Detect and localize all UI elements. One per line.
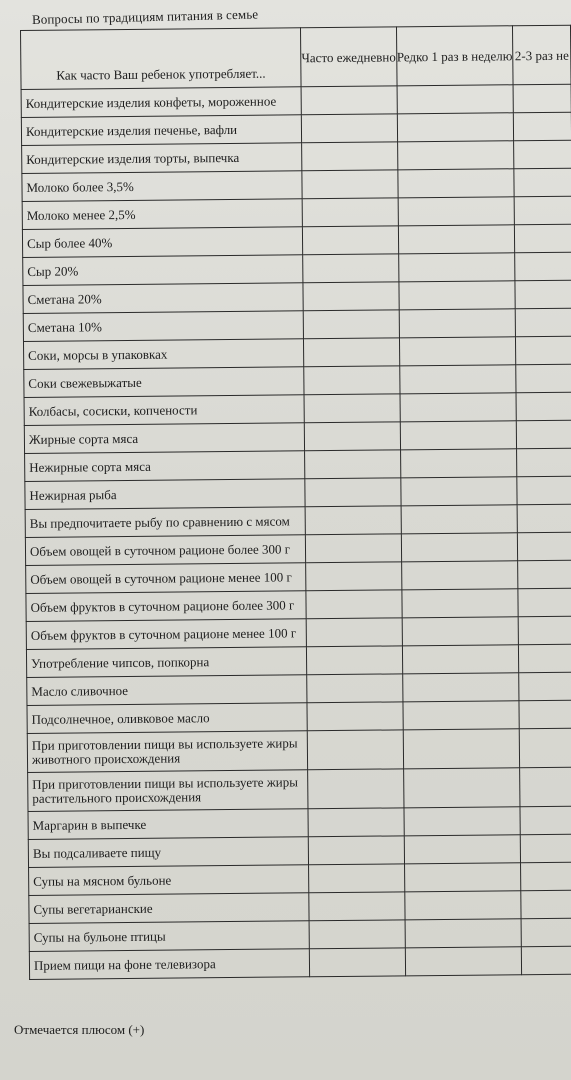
question-cell: Супы на мясном бульоне — [29, 865, 309, 896]
answer-cell-often-daily[interactable] — [307, 674, 403, 703]
answer-cell-rarely-weekly[interactable] — [397, 113, 514, 142]
question-cell: Молоко более 3,5% — [22, 171, 302, 202]
answer-cell-2-3-times[interactable] — [516, 364, 571, 393]
question-cell: Объем овощей в суточном рационе менее 100 г — [26, 563, 306, 594]
column-header-rarely-weekly: Редко 1 раз в неделю — [396, 26, 513, 86]
answer-cell-rarely-weekly[interactable] — [401, 533, 518, 562]
answer-cell-rarely-weekly[interactable] — [397, 141, 514, 170]
answer-cell-rarely-weekly[interactable] — [402, 645, 519, 674]
answer-cell-often-daily[interactable] — [304, 422, 400, 451]
question-column-header: Как часто Ваш ребенок употребляет... — [21, 28, 302, 90]
answer-cell-2-3-times[interactable] — [515, 308, 571, 337]
answer-cell-rarely-weekly[interactable] — [397, 169, 514, 198]
answer-cell-2-3-times[interactable] — [519, 728, 571, 768]
answer-cell-rarely-weekly[interactable] — [403, 729, 520, 769]
question-cell: Сметана 10% — [23, 311, 303, 342]
answer-cell-often-daily[interactable] — [304, 338, 400, 367]
question-cell: Сыр 20% — [23, 255, 303, 286]
table-row — [28, 767, 571, 811]
answer-cell-2-3-times[interactable] — [517, 448, 571, 477]
answer-cell-rarely-weekly[interactable] — [401, 505, 518, 534]
answer-cell-often-daily[interactable] — [301, 114, 397, 143]
answer-cell-2-3-times[interactable] — [515, 252, 571, 281]
answer-cell-rarely-weekly[interactable] — [400, 421, 517, 450]
answer-cell-often-daily[interactable] — [309, 920, 405, 949]
answer-cell-2-3-times[interactable] — [515, 224, 571, 253]
answer-cell-rarely-weekly[interactable] — [399, 309, 516, 338]
answer-cell-often-daily[interactable] — [303, 282, 399, 311]
answer-cell-2-3-times[interactable] — [520, 767, 571, 807]
answer-cell-often-daily[interactable] — [302, 170, 398, 199]
answer-cell-rarely-weekly[interactable] — [405, 947, 522, 976]
survey-table — [20, 25, 571, 980]
answer-cell-rarely-weekly[interactable] — [402, 701, 519, 730]
answer-cell-often-daily[interactable] — [306, 618, 402, 647]
question-cell: Нежирные сорта мяса — [25, 451, 305, 482]
answer-cell-often-daily[interactable] — [306, 562, 402, 591]
answer-cell-2-3-times[interactable] — [513, 84, 571, 113]
question-cell: Объем фруктов в суточном рационе более 300 г — [26, 591, 306, 622]
answer-cell-2-3-times[interactable] — [517, 476, 571, 505]
answer-cell-rarely-weekly[interactable] — [400, 477, 517, 506]
table-header-row — [21, 25, 571, 89]
question-cell: Молоко менее 2,5% — [22, 199, 302, 230]
answer-cell-2-3-times[interactable] — [516, 420, 571, 449]
question-cell: Кондитерские изделия торты, выпечка — [22, 143, 302, 174]
answer-cell-often-daily[interactable] — [303, 226, 399, 255]
answer-cell-often-daily[interactable] — [308, 808, 404, 837]
answer-cell-often-daily[interactable] — [305, 478, 401, 507]
question-cell: Масло сливочное — [27, 675, 307, 706]
page-title: Вопросы по традициям питания в семье — [31, 6, 259, 27]
answer-cell-rarely-weekly[interactable] — [399, 337, 516, 366]
answer-cell-often-daily[interactable] — [308, 769, 404, 809]
answer-cell-2-3-times[interactable] — [517, 504, 571, 533]
answer-cell-often-daily[interactable] — [309, 892, 405, 921]
answer-cell-rarely-weekly[interactable] — [398, 197, 515, 226]
answer-cell-2-3-times[interactable] — [516, 392, 571, 421]
question-cell: Вы подсаливаете пищу — [28, 837, 308, 868]
answer-cell-often-daily[interactable] — [305, 450, 401, 479]
answer-cell-rarely-weekly[interactable] — [402, 673, 519, 702]
answer-cell-2-3-times[interactable] — [519, 700, 571, 729]
answer-cell-rarely-weekly[interactable] — [398, 281, 515, 310]
answer-cell-often-daily[interactable] — [309, 864, 405, 893]
column-header-often-daily: Часто ежедневно — [301, 27, 397, 87]
answer-cell-often-daily[interactable] — [307, 646, 403, 675]
answer-cell-2-3-times[interactable] — [521, 918, 571, 947]
answer-cell-2-3-times[interactable] — [514, 140, 571, 169]
question-cell: Нежирная рыба — [25, 479, 305, 510]
question-cell: Объем фруктов в суточном рационе менее 100 г — [26, 619, 306, 650]
question-cell: Употребление чипсов, попкорна — [26, 647, 306, 678]
answer-cell-rarely-weekly[interactable] — [404, 891, 521, 920]
answer-cell-2-3-times[interactable] — [519, 644, 571, 673]
answer-cell-rarely-weekly[interactable] — [404, 835, 521, 864]
answer-cell-rarely-weekly[interactable] — [402, 617, 519, 646]
answer-cell-often-daily[interactable] — [304, 366, 400, 395]
column-header-2-3-times: 2-3 раз не — [513, 25, 571, 85]
answer-cell-often-daily[interactable] — [303, 254, 399, 283]
question-cell: При приготовлении пищи вы используете жиры растительного происхождения — [28, 770, 309, 812]
question-cell: Жирные сорта мяса — [24, 423, 304, 454]
answer-cell-2-3-times[interactable] — [519, 672, 571, 701]
answer-cell-often-daily[interactable] — [305, 534, 401, 563]
answer-cell-2-3-times[interactable] — [518, 616, 571, 645]
answer-cell-rarely-weekly[interactable] — [401, 589, 518, 618]
answer-cell-often-daily[interactable] — [309, 948, 405, 977]
answer-cell-rarely-weekly[interactable] — [397, 85, 514, 114]
survey-table-body — [21, 84, 571, 979]
answer-cell-2-3-times[interactable] — [521, 890, 571, 919]
question-cell: Супы вегетарианские — [29, 893, 309, 924]
answer-cell-rarely-weekly[interactable] — [405, 919, 522, 948]
answer-cell-2-3-times[interactable] — [515, 280, 571, 309]
answer-cell-rarely-weekly[interactable] — [400, 393, 517, 422]
answer-cell-rarely-weekly[interactable] — [398, 253, 515, 282]
answer-cell-2-3-times[interactable] — [517, 532, 571, 561]
question-cell: Соки, морсы в упаковках — [23, 339, 303, 370]
answer-cell-often-daily[interactable] — [303, 310, 399, 339]
answer-cell-2-3-times[interactable] — [520, 834, 571, 863]
answer-cell-often-daily[interactable] — [304, 394, 400, 423]
answer-cell-rarely-weekly[interactable] — [404, 863, 521, 892]
answer-cell-often-daily[interactable] — [305, 506, 401, 535]
question-cell: Маргарин в выпечке — [28, 809, 308, 840]
answer-cell-rarely-weekly[interactable] — [400, 449, 517, 478]
question-cell: Кондитерские изделия конфеты, мороженное — [21, 87, 301, 118]
question-cell: Сметана 20% — [23, 283, 303, 314]
question-cell: Соки свежевыжатые — [24, 367, 304, 398]
answer-cell-rarely-weekly[interactable] — [399, 365, 516, 394]
answer-cell-often-daily[interactable] — [308, 836, 404, 865]
answer-cell-2-3-times[interactable] — [518, 588, 571, 617]
answer-cell-2-3-times[interactable] — [514, 168, 571, 197]
table-row — [27, 728, 571, 772]
answer-cell-2-3-times[interactable] — [516, 336, 571, 365]
question-cell: Кондитерские изделия печенье, вафли — [21, 115, 301, 146]
question-cell: Объем овощей в суточном рационе более 300 г — [25, 535, 305, 566]
table-row — [29, 946, 571, 979]
answer-cell-2-3-times[interactable] — [513, 112, 571, 141]
answer-cell-rarely-weekly[interactable] — [404, 807, 521, 836]
question-cell: Колбасы, сосиски, копчености — [24, 395, 304, 426]
answer-cell-2-3-times[interactable] — [521, 862, 571, 891]
answer-cell-2-3-times[interactable] — [521, 946, 571, 975]
answer-cell-rarely-weekly[interactable] — [398, 225, 515, 254]
answer-cell-often-daily[interactable] — [307, 730, 403, 770]
answer-cell-rarely-weekly[interactable] — [403, 768, 520, 808]
question-cell: Сыр более 40% — [22, 227, 302, 258]
answer-cell-2-3-times[interactable] — [520, 806, 571, 835]
answer-cell-often-daily[interactable] — [306, 590, 402, 619]
question-cell: При приготовлении пищи вы используете жиры животного происхождения — [27, 731, 308, 773]
question-cell: Подсолнечное, оливковое масло — [27, 703, 307, 734]
question-cell: Супы на бульоне птицы — [29, 921, 309, 952]
answer-cell-often-daily[interactable] — [302, 198, 398, 227]
question-cell: Прием пищи на фоне телевизора — [29, 949, 309, 980]
answer-cell-often-daily[interactable] — [302, 142, 398, 171]
answer-cell-often-daily[interactable] — [307, 702, 403, 731]
answer-cell-2-3-times[interactable] — [518, 560, 571, 589]
answer-cell-2-3-times[interactable] — [514, 196, 571, 225]
footer-note: Отмечается плюсом (+) — [14, 1022, 145, 1037]
answer-cell-rarely-weekly[interactable] — [401, 561, 518, 590]
question-cell: Вы предпочитаете рыбу по сравнению с мясом — [25, 507, 305, 538]
answer-cell-often-daily[interactable] — [301, 86, 397, 115]
